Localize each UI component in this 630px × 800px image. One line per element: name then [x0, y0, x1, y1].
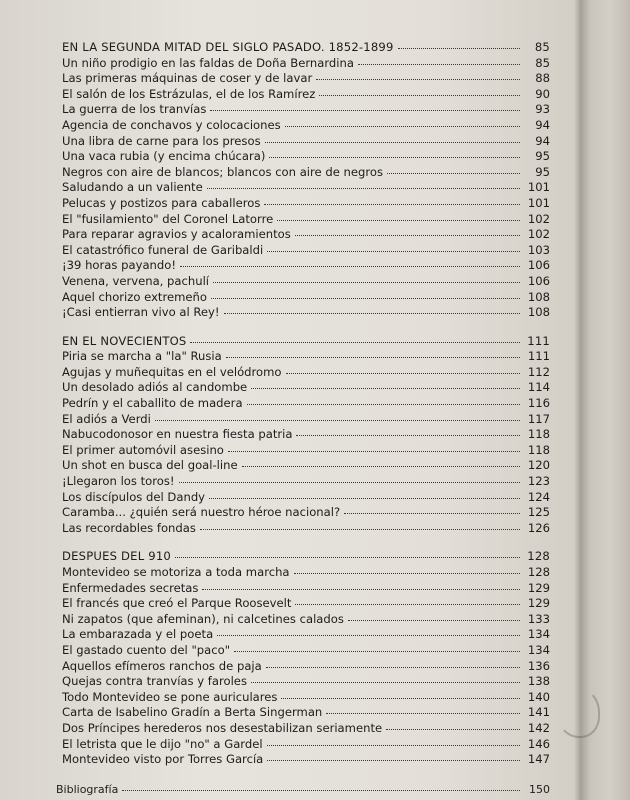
- dot-leader: [202, 580, 520, 590]
- bibliography-entry: [56, 782, 550, 798]
- toc-entry: [62, 71, 550, 87]
- entry-page-number: 106: [527, 258, 550, 273]
- section-heading: [62, 549, 550, 565]
- dot-leader: [247, 395, 520, 405]
- entry-page-number: 142: [527, 720, 550, 735]
- entry-page-number: 101: [527, 180, 550, 195]
- dot-leader: [211, 289, 520, 299]
- entry-page-number: 126: [527, 520, 550, 535]
- dot-leader: [267, 242, 520, 252]
- toc-entry: [62, 752, 550, 768]
- dot-leader: [242, 457, 520, 467]
- dot-leader: [155, 411, 520, 421]
- toc-entry: [62, 721, 550, 737]
- toc-entry: [62, 443, 550, 459]
- dot-leader: [179, 473, 520, 483]
- dot-leader: [251, 673, 520, 683]
- entry-page-number: 111: [527, 333, 550, 348]
- entry-page-number: 147: [527, 752, 550, 767]
- toc-entry: [62, 196, 550, 212]
- entry-title: El catastrófico funeral de Garibaldi: [62, 242, 264, 257]
- entry-page-number: 129: [527, 580, 550, 595]
- entry-page-number: 116: [527, 396, 550, 411]
- dot-leader: [266, 658, 520, 668]
- dot-leader: [269, 148, 520, 158]
- toc-entry: [62, 412, 550, 428]
- entry-title: Un shot en busca del goal-line: [62, 458, 238, 473]
- entry-page-number: 85: [535, 55, 550, 70]
- entry-page-number: 136: [527, 658, 550, 673]
- dot-leader: [319, 86, 520, 96]
- dot-leader: [326, 704, 520, 714]
- entry-page-number: 94: [535, 133, 550, 148]
- entry-page-number: 120: [527, 458, 550, 473]
- dot-leader: [277, 211, 520, 221]
- dot-leader: [296, 426, 520, 436]
- entry-title: DESPUES DEL 910: [62, 549, 171, 564]
- dot-leader: [200, 520, 520, 530]
- toc-entry: [62, 180, 550, 196]
- section-heading: [62, 40, 550, 56]
- ring-stain: [556, 688, 600, 738]
- entry-page-number: 85: [534, 40, 550, 54]
- dot-leader: [175, 548, 520, 558]
- entry-title: Un desolado adiós al candombe: [62, 380, 248, 395]
- entry-page-number: 88: [535, 71, 550, 86]
- dot-leader: [295, 226, 520, 236]
- entry-title: El "fusilamiento" del Coronel Latorre: [62, 211, 274, 226]
- entry-title: Caramba... ¿quién será nuestro héroe nacional?: [62, 505, 341, 520]
- toc-entry: [62, 474, 550, 490]
- entry-page-number: 133: [527, 611, 550, 626]
- entry-title: Agujas y muñequitas en el velódromo: [62, 364, 282, 379]
- entry-title: El salón de los Estrázulas, el de los Ramírez: [62, 86, 316, 101]
- toc-entry: [62, 612, 550, 628]
- entry-title: Agencia de conchavos y colocaciones: [62, 117, 281, 132]
- entry-page-number: 124: [527, 489, 550, 504]
- toc-entry: [62, 365, 550, 381]
- toc-entry: [62, 305, 550, 321]
- entry-page-number: 128: [527, 565, 550, 579]
- entry-page-number: 101: [527, 195, 550, 210]
- toc-entry: [62, 258, 550, 274]
- entry-page-number: 150: [529, 782, 550, 796]
- entry-page-number: 90: [535, 86, 550, 101]
- toc-entry: [62, 521, 550, 537]
- toc-entry: [62, 274, 550, 290]
- entry-page-number: 102: [527, 211, 550, 226]
- entry-page-number: 134: [527, 627, 550, 642]
- section-heading: [62, 334, 550, 350]
- dot-leader: [344, 504, 520, 514]
- toc-entry: [62, 290, 550, 306]
- entry-title: ¡Casi entierran vivo al Rey!: [62, 305, 220, 320]
- dot-leader: [251, 379, 520, 389]
- entry-page-number: 138: [527, 674, 550, 689]
- dot-leader: [267, 751, 520, 761]
- entry-title: Carta de Isabelino Gradín a Berta Singerman: [62, 705, 323, 720]
- entry-title: El letrista que le dijo "no" a Gardel: [62, 736, 263, 751]
- toc-entry: [62, 87, 550, 103]
- dot-leader: [398, 39, 520, 49]
- entry-title: Dos Príncipes herederos nos desestabilizan seriamente: [62, 720, 383, 735]
- entry-title: La embarazada y el poeta: [62, 627, 214, 642]
- toc-entry: [62, 458, 550, 474]
- dot-leader: [213, 273, 520, 283]
- toc-entry: [62, 349, 550, 365]
- dot-leader: [234, 642, 520, 652]
- entry-title: Ni zapatos (que afeminan), ni calcetines calados: [62, 611, 344, 626]
- entry-title: Saludando a un valiente: [62, 180, 203, 195]
- entry-title: Montevideo se motoriza a toda marcha: [62, 565, 290, 579]
- toc-entry: [62, 627, 550, 643]
- toc-entry: [62, 134, 550, 150]
- toc-entry: [62, 705, 550, 721]
- entry-title: El adiós a Verdi: [62, 411, 151, 426]
- toc-entry: [62, 243, 550, 259]
- dot-leader: [295, 595, 520, 605]
- entry-title: Venena, vervena, pachulí: [62, 273, 210, 288]
- entry-page-number: 95: [535, 164, 550, 179]
- dot-leader: [209, 489, 520, 499]
- entry-title: Nabucodonosor en nuestra fiesta patria: [62, 427, 293, 442]
- entry-page-number: 102: [527, 227, 550, 242]
- entry-page-number: 128: [527, 549, 550, 564]
- table-of-contents: [56, 40, 550, 797]
- entry-title: Aquel chorizo extremeño: [62, 289, 207, 304]
- entry-page-number: 112: [527, 364, 550, 379]
- entry-page-number: 125: [527, 505, 550, 520]
- dot-leader: [210, 101, 520, 111]
- toc-entry: [62, 690, 550, 706]
- entry-title: Piria se marcha a "la" Rusia: [62, 349, 222, 364]
- dot-leader: [180, 257, 520, 267]
- entry-page-number: 103: [527, 242, 550, 257]
- entry-title: Pedrín y el caballito de madera: [62, 396, 243, 411]
- toc-entry: [62, 165, 550, 181]
- entry-title: Bibliografía: [56, 782, 119, 796]
- entry-page-number: 114: [527, 380, 550, 395]
- entry-title: Para reparar agravios y acaloramientos: [62, 227, 291, 242]
- toc-entry: [62, 212, 550, 228]
- toc-entry: [62, 737, 550, 753]
- dot-leader: [285, 117, 520, 127]
- dot-leader: [281, 689, 520, 699]
- dot-leader: [264, 195, 520, 205]
- entry-page-number: 108: [527, 289, 550, 304]
- dot-leader: [348, 611, 520, 621]
- entry-title: Una vaca rubia (y encima chúcara): [62, 149, 266, 164]
- toc-entry: [62, 659, 550, 675]
- entry-title: Negros con aire de blancos; blancos con aire de negros: [62, 164, 384, 179]
- toc-entry: [62, 118, 550, 134]
- entry-title: La guerra de los tranvías: [62, 102, 207, 117]
- toc-entry: [62, 565, 550, 581]
- dot-leader: [122, 781, 520, 791]
- toc-entry: [62, 396, 550, 412]
- dot-leader: [386, 720, 520, 730]
- entry-page-number: 129: [527, 596, 550, 611]
- toc-entry: [62, 56, 550, 72]
- toc-entry: [62, 596, 550, 612]
- entry-page-number: 140: [527, 689, 550, 704]
- entry-title: Los discípulos del Dandy: [62, 489, 206, 504]
- dot-leader: [265, 133, 520, 143]
- toc-entry: [62, 505, 550, 521]
- dot-leader: [217, 626, 520, 636]
- book-spine: [580, 0, 630, 800]
- toc-entry: [62, 102, 550, 118]
- dot-leader: [294, 564, 520, 574]
- toc-entry: [62, 227, 550, 243]
- dot-leader: [190, 333, 520, 343]
- entry-title: El gastado cuento del "paco": [62, 642, 231, 657]
- entry-title: Aquellos efímeros ranchos de paja: [62, 658, 262, 673]
- entry-page-number: 117: [527, 411, 550, 426]
- toc-entry: [62, 380, 550, 396]
- entry-title: El francés que creó el Parque Roosevelt: [62, 596, 292, 611]
- entry-page-number: 94: [535, 117, 550, 132]
- dot-leader: [228, 442, 520, 452]
- dot-leader: [207, 179, 520, 189]
- dot-leader: [224, 304, 520, 314]
- entry-page-number: 146: [527, 736, 550, 751]
- entry-title: Quejas contra tranvías y faroles: [62, 674, 247, 689]
- dot-leader: [286, 364, 520, 374]
- entry-title: Todo Montevideo se pone auriculares: [62, 689, 278, 704]
- toc-entry: [62, 490, 550, 506]
- entry-page-number: 123: [527, 474, 550, 489]
- entry-title: Las primeras máquinas de coser y de lavar: [62, 71, 313, 86]
- entry-page-number: 95: [535, 149, 550, 164]
- entry-page-number: 118: [527, 442, 550, 457]
- dot-leader: [316, 70, 520, 80]
- entry-title: Un niño prodigio en las faldas de Doña Bernardina: [62, 55, 354, 70]
- entry-title: EN LA SEGUNDA MITAD DEL SIGLO PASADO. 1852-1899: [62, 40, 394, 54]
- toc-entry: [62, 149, 550, 165]
- toc-entry: [62, 427, 550, 443]
- entry-page-number: 134: [527, 642, 550, 657]
- entry-title: Pelucas y postizos para caballeros: [62, 195, 261, 210]
- entry-title: EN EL NOVECIENTOS: [62, 333, 187, 348]
- dot-leader: [226, 348, 520, 358]
- entry-title: ¡Llegaron los toros!: [62, 474, 175, 489]
- entry-title: Las recordables fondas: [62, 520, 196, 535]
- entry-title: Una libra de carne para los presos: [62, 133, 261, 148]
- entry-page-number: 118: [527, 427, 550, 442]
- dot-leader: [267, 736, 520, 746]
- toc-entry: [62, 581, 550, 597]
- entry-title: ¡39 horas payando!: [62, 258, 177, 273]
- entry-page-number: 141: [527, 705, 550, 720]
- entry-title: Enfermedades secretas: [62, 580, 199, 595]
- entry-page-number: 106: [527, 273, 550, 288]
- entry-title: Montevideo visto por Torres García: [62, 752, 264, 767]
- dot-leader: [358, 55, 520, 65]
- entry-page-number: 108: [527, 305, 550, 320]
- toc-entry: [62, 643, 550, 659]
- entry-page-number: 111: [527, 349, 550, 364]
- dot-leader: [387, 164, 520, 174]
- toc-entry: [62, 674, 550, 690]
- entry-page-number: 93: [535, 102, 550, 117]
- entry-title: El primer automóvil asesino: [62, 442, 224, 457]
